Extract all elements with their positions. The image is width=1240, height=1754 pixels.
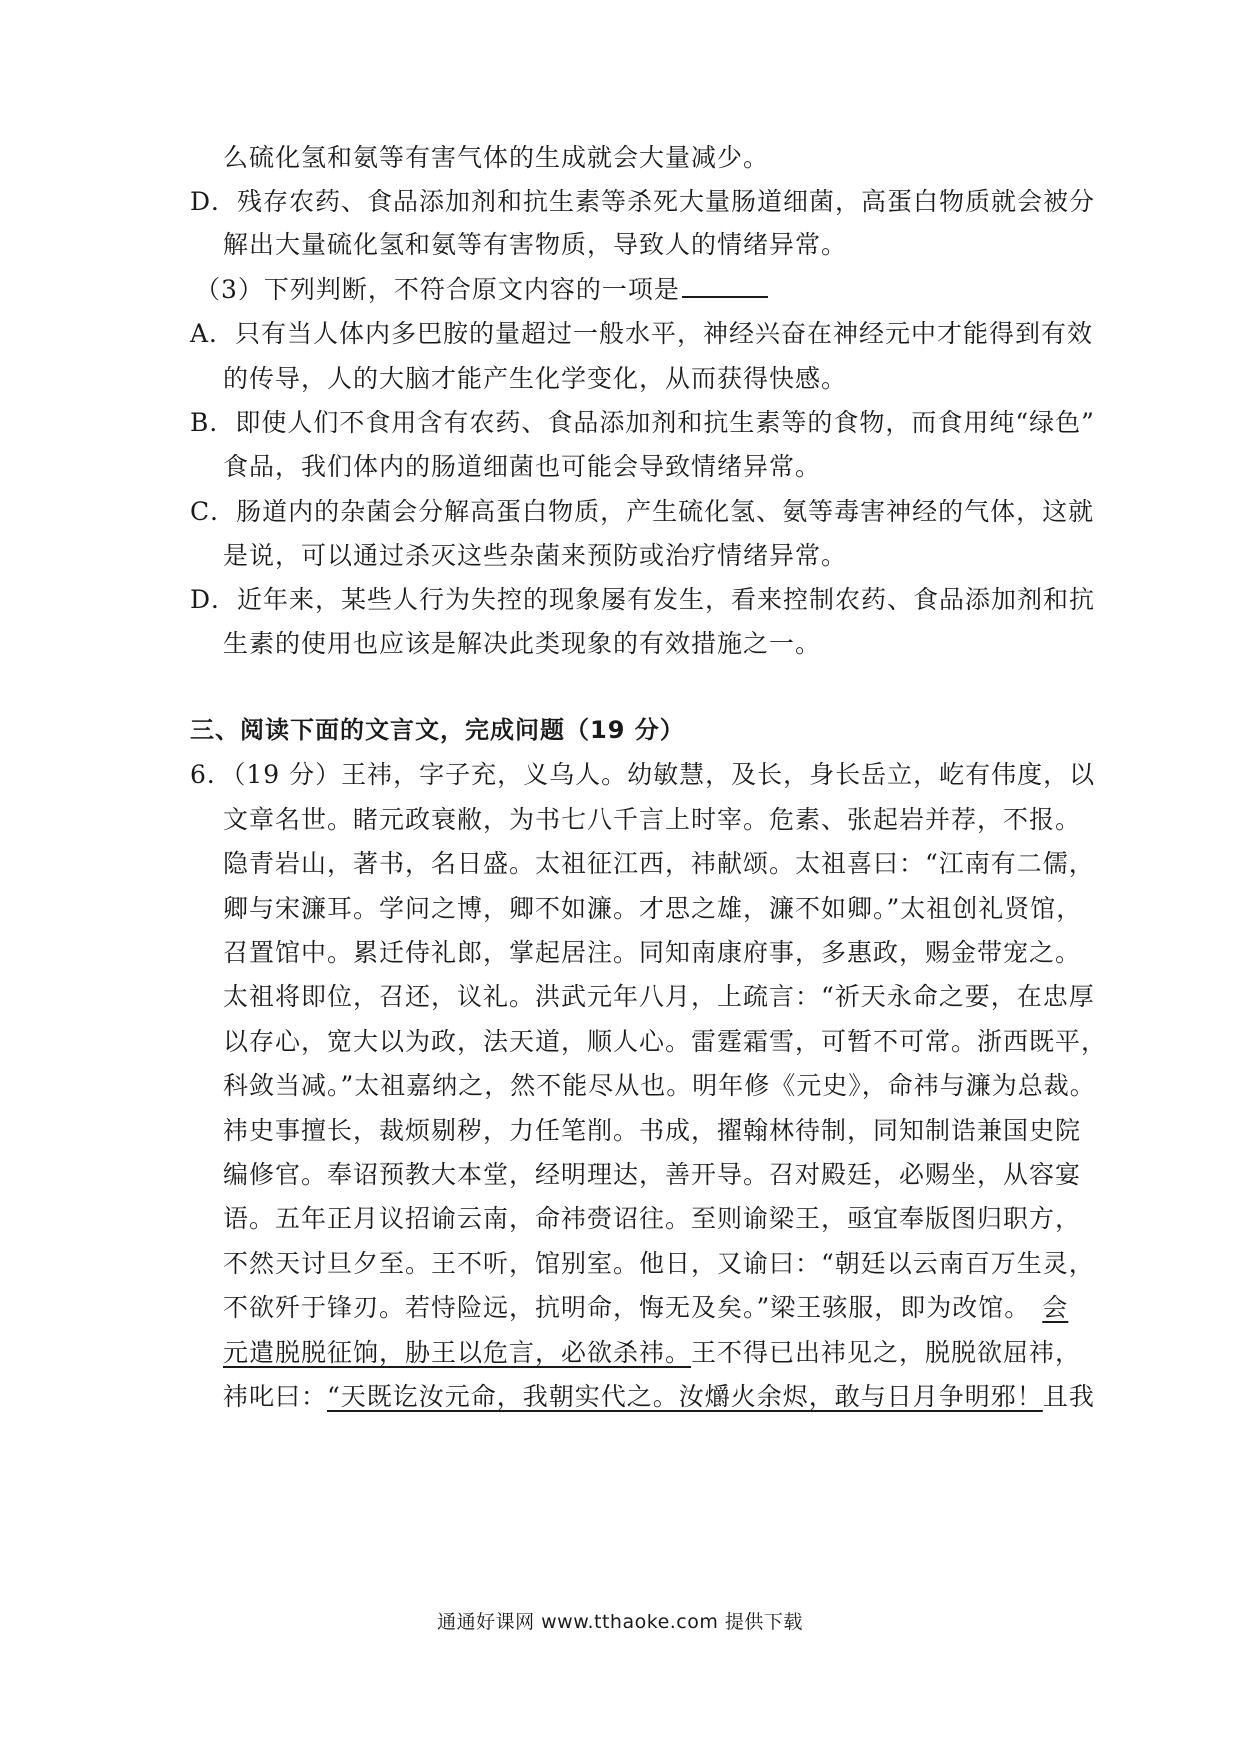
- option-a-line: A．只有当人体内多巴胺的量超过一般水平，神经兴奋在神经元中才能得到有效: [190, 319, 1094, 348]
- text-line: 解出大量硫化氢和氨等有害物质，导致人的情绪异常。: [223, 230, 848, 259]
- passage-text: 祎叱曰：: [223, 1382, 328, 1411]
- passage-line: 卿与宋濂耳。学问之博，卿不如濂。才思之雄，濂不如卿。”太祖创礼贤馆，: [223, 894, 1083, 923]
- option-d-line: D．近年来，某些人行为失控的现象屡有发生，看来控制农药、食品添加剂和抗: [190, 585, 1096, 614]
- passage-line: 不然天讨旦夕至。王不听，馆别室。他日，又谕曰：“朝廷以云南百万生灵，: [223, 1249, 1095, 1278]
- page-footer: 通通好课网 www.tthaoke.com 提供下载: [437, 1611, 803, 1633]
- passage-line: 以存心，宽大以为政，法天道，顺人心。雷霆霜雪，可暂不可常。浙西既平，: [223, 1027, 1108, 1056]
- passage-line: 祎史事擅长，裁烦剔秽，力任笔削。书成，擢翰林待制，同知制诰兼国史院: [223, 1116, 1082, 1145]
- passage-text: 不欲歼于锋刃。若恃险远，抗明命，悔无及矣。”梁王骇服，即为改馆。: [223, 1293, 1031, 1322]
- passage-line: 隐青岩山，著书，名日盛。太祖征江西，祎献颂。太祖喜曰：“江南有二儒，: [223, 849, 1095, 878]
- option-c-line: C．肠道内的杂菌会分解高蛋白物质，产生硫化氢、氨等毒害神经的气体，这就: [190, 497, 1095, 526]
- text-line: 的传导，人的大脑才能产生化学变化，从而获得快感。: [223, 364, 848, 393]
- section-heading: 三、阅读下面的文言文，完成问题（19 分）: [190, 716, 685, 744]
- passage-line: 语。五年正月议招谕云南，命祎赍诏往。至则谕梁王，亟宜奉版图归职方，: [223, 1204, 1082, 1233]
- underlined-sentence: 元遣脱脱征饷，胁王以危言，必欲杀祎。: [223, 1338, 692, 1367]
- passage-line: 召置馆中。累迁侍礼郎，掌起居注。同知南康府事，多惠政，赐金带宠之。: [223, 938, 1082, 967]
- text-line: 么硫化氢和氨等有害气体的生成就会大量减少。: [223, 143, 770, 172]
- passage-text: 王不得已出祎见之，脱脱欲屈祎，: [691, 1338, 1082, 1367]
- text-line: 生素的使用也应该是解决此类现象的有效措施之一。: [223, 629, 822, 658]
- text-line: 是说，可以通过杀灭这些杂菌来预防或治疗情绪异常。: [223, 541, 848, 570]
- passage-text: 且我: [1042, 1382, 1095, 1411]
- underlined-sentence: “天既讫汝元命，我朝实代之。汝爝火余烬，敢与日月争明邪！: [327, 1382, 1043, 1411]
- question-3: [195, 272, 768, 307]
- question-6-line: 6．（19 分）王祎，字子充，义乌人。幼敏慧，及长，身长岳立，屹有伟度，以: [190, 760, 1096, 789]
- passage-line: 太祖将即位，召还，议礼。洪武元年八月，上疏言：“祈天永命之要，在忠厚: [223, 982, 1095, 1011]
- underlined-sentence: 会: [1042, 1293, 1069, 1322]
- passage-line: 编修官。奉诏预教大本堂，经明理达，善开导。召对殿廷，必赐坐，从容宴: [223, 1160, 1082, 1189]
- option-b-line: B．即使人们不食用含有农药、食品添加剂和抗生素等的食物，而食用纯“绿色”: [190, 408, 1095, 437]
- passage-line: [223, 1380, 1095, 1414]
- answer-blank[interactable]: [682, 272, 768, 298]
- passage-line: [223, 1291, 1068, 1325]
- option-d-line: D．残存农药、食品添加剂和抗生素等杀死大量肠道细菌，高蛋白物质就会被分: [190, 187, 1096, 216]
- passage-line: [223, 1336, 1081, 1370]
- question-3-text: （3）下列判断，不符合原文内容的一项是: [195, 275, 680, 304]
- text-line: 食品，我们体内的肠道细菌也可能会导致情绪异常。: [223, 452, 822, 481]
- passage-line: 科敛当减。”太祖嘉纳之，然不能尽从也。明年修《元史》，命祎与濂为总裁。: [223, 1071, 1096, 1100]
- passage-line: 文章名世。睹元政衰敝，为书七八千言上时宰。危素、张起岩并荐，不报。: [223, 805, 1082, 834]
